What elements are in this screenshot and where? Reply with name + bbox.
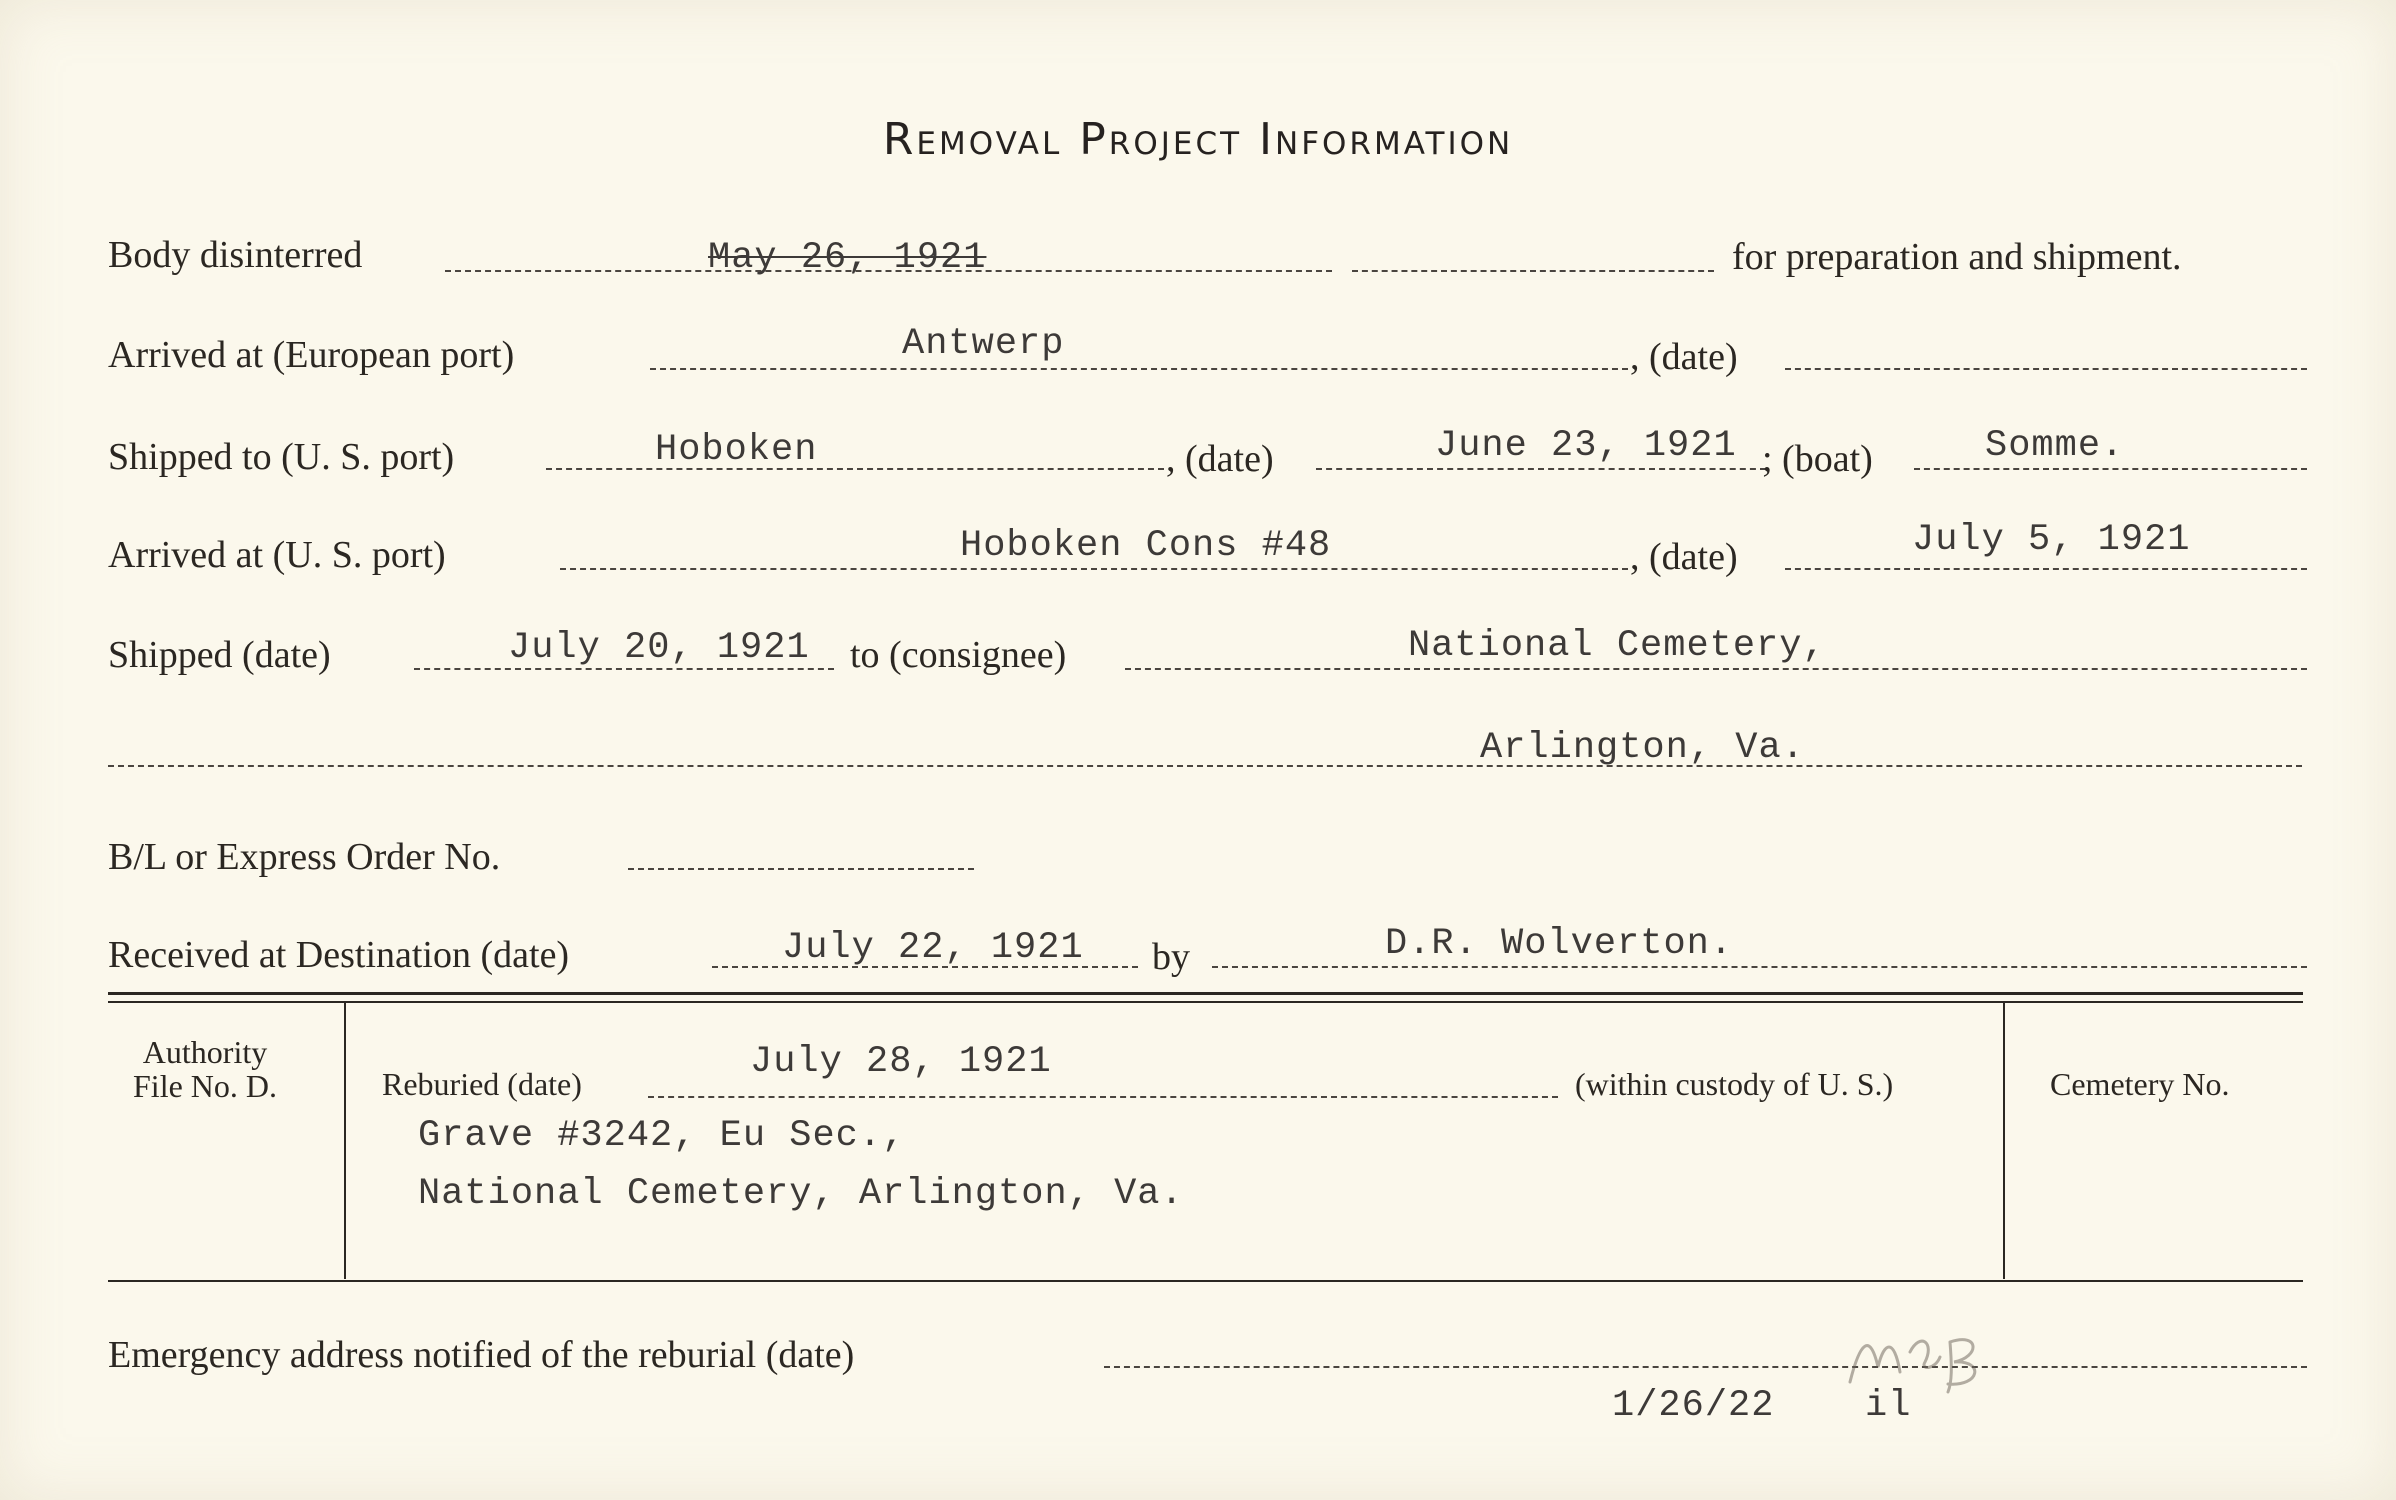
- box-top-rule-2: [108, 1001, 2303, 1003]
- grave-line-2: National Cemetery, Arlington, Va.: [418, 1173, 1184, 1215]
- shipped-us-boat-line: [1914, 468, 2307, 470]
- custody-label: (within custody of U. S.): [1575, 1066, 1894, 1102]
- body-disinterred-suffix: for preparation and shipment.: [1732, 236, 2182, 278]
- box-top-rule: [108, 992, 2303, 995]
- reburied-line: [648, 1096, 1558, 1098]
- arrived-us-line: [560, 568, 1628, 570]
- authority-label: Authority: [142, 1034, 268, 1070]
- page-title: Removal Project Information: [882, 114, 1514, 165]
- consignee-line-2: [108, 765, 2302, 767]
- file-no-label: File No. D.: [133, 1068, 277, 1104]
- shipped-us-value: Hoboken: [655, 429, 818, 471]
- emergency-initials: il: [1865, 1385, 1912, 1427]
- body-disinterred-line-2: [1352, 270, 1714, 272]
- bl-order-line: [628, 868, 974, 870]
- arrived-us-label: Arrived at (U. S. port): [108, 534, 446, 576]
- body-disinterred-value: May 26, 1921: [708, 237, 987, 279]
- received-by-line: [1212, 966, 2307, 968]
- shipped-us-line: [546, 468, 1164, 470]
- emergency-date-value: 1/26/22: [1612, 1385, 1775, 1427]
- emergency-label: Emergency address notified of the reburial (date): [108, 1334, 855, 1376]
- arrived-european-date-label: , (date): [1630, 336, 1738, 378]
- shipped-us-date-value: June 23, 1921: [1435, 425, 1737, 467]
- shipped-us-boat-value: Somme.: [1985, 425, 2125, 467]
- grave-line-1: Grave #3242, Eu Sec.,: [418, 1115, 906, 1157]
- shipped-date-value: July 20, 1921: [508, 627, 810, 669]
- cemetery-no-label: Cemetery No.: [2050, 1066, 2230, 1102]
- received-by-label: by: [1152, 936, 1190, 978]
- consignee-value-2: Arlington, Va.: [1480, 727, 1805, 769]
- reburied-label: Reburied (date): [382, 1066, 582, 1102]
- box-bottom-rule: [108, 1280, 2303, 1282]
- box-divider-right: [2003, 1003, 2005, 1279]
- arrived-us-date-value: July 5, 1921: [1912, 519, 2191, 561]
- shipped-us-label: Shipped to (U. S. port): [108, 436, 455, 478]
- consignee-value: National Cemetery,: [1408, 625, 1826, 667]
- handwritten-initials-mark: [1840, 1312, 2000, 1402]
- arrived-us-value: Hoboken Cons #48: [960, 525, 1332, 567]
- received-value: July 22, 1921: [782, 927, 1084, 969]
- shipped-us-boat-label: ; (boat): [1762, 438, 1873, 480]
- body-disinterred-label: Body disinterred: [108, 234, 363, 276]
- received-by-value: D.R. Wolverton.: [1385, 923, 1734, 965]
- reburied-value: July 28, 1921: [750, 1041, 1052, 1083]
- shipped-us-date-line: [1316, 468, 1766, 470]
- shipped-date-label: Shipped (date): [108, 634, 331, 676]
- arrived-european-date-line: [1785, 368, 2307, 370]
- consignee-line: [1125, 668, 2307, 670]
- arrived-european-label: Arrived at (European port): [108, 334, 515, 376]
- box-divider-left: [344, 1003, 346, 1279]
- bl-order-label: B/L or Express Order No.: [108, 836, 501, 878]
- arrived-us-date-label: , (date): [1630, 536, 1738, 578]
- received-label: Received at Destination (date): [108, 934, 570, 976]
- arrived-european-value: Antwerp: [902, 323, 1065, 365]
- consignee-label: to (consignee): [850, 634, 1067, 676]
- arrived-us-date-line: [1785, 568, 2307, 570]
- shipped-us-date-label: , (date): [1166, 438, 1274, 480]
- arrived-european-line: [650, 368, 1628, 370]
- emergency-line: [1104, 1366, 2307, 1368]
